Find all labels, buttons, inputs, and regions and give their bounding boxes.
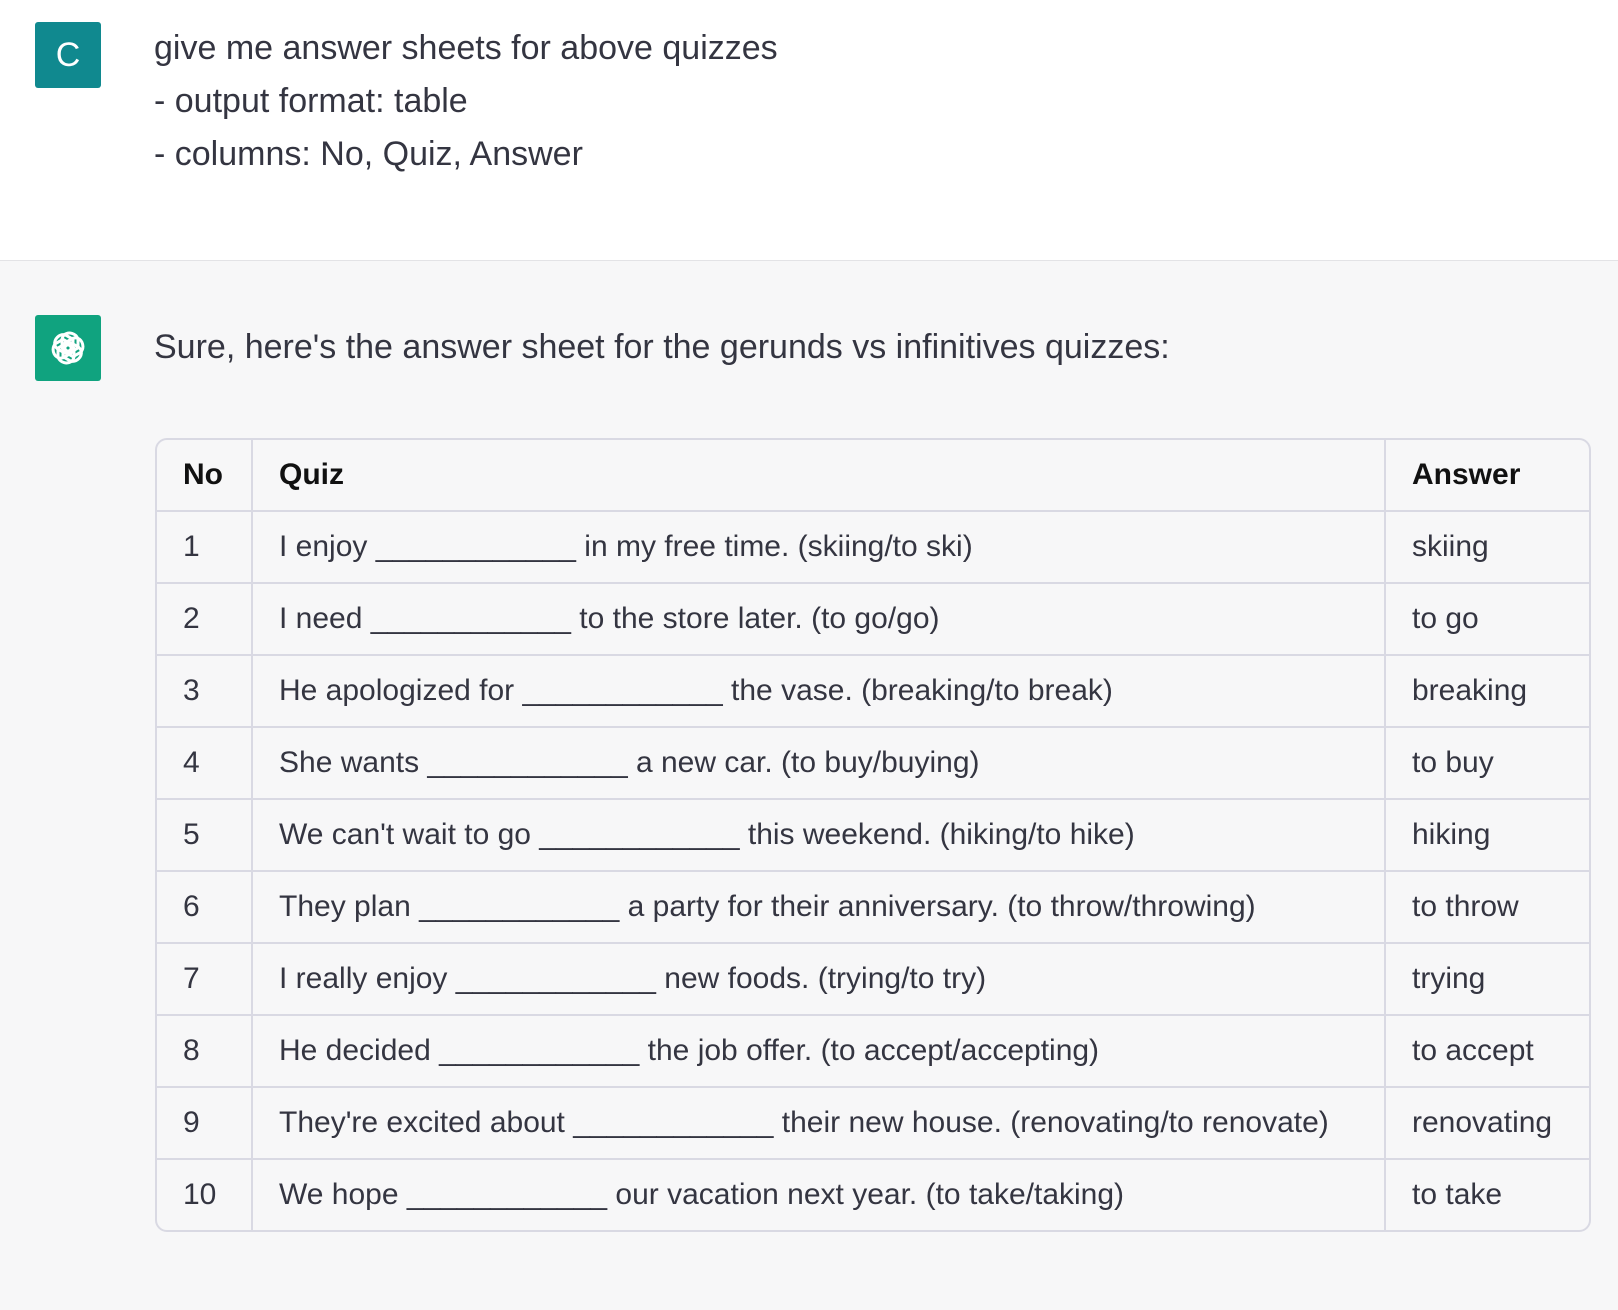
user-avatar-letter: C bbox=[55, 35, 81, 74]
user-avatar bbox=[35, 22, 101, 88]
cell-no: 7 bbox=[157, 943, 252, 1015]
table-row bbox=[157, 655, 1589, 727]
cell-answer: to take bbox=[1412, 1178, 1503, 1211]
column-header-no: No bbox=[157, 440, 252, 511]
cell-quiz: She wants ____________ a new car. (to buy/buying) bbox=[252, 727, 1385, 799]
cell-no: 8 bbox=[157, 1015, 252, 1087]
cell-answer: breaking bbox=[1385, 655, 1589, 727]
user-message-text bbox=[154, 22, 778, 181]
cell-answer: to go bbox=[1385, 583, 1589, 655]
cell-answer: skiing bbox=[1385, 511, 1589, 583]
cell-no: 2 bbox=[157, 583, 252, 655]
cell-quiz: They're excited about ____________ their new house. (renovating/to renovate) bbox=[252, 1087, 1385, 1159]
cell-no: 1 bbox=[157, 511, 252, 583]
cell-no: 10 bbox=[157, 1159, 252, 1230]
cell-quiz: We can't wait to go ____________ this weekend. (hiking/to hike) bbox=[252, 799, 1385, 871]
table-row bbox=[157, 871, 1589, 943]
cell-quiz: I enjoy ____________ in my free time. (skiing/to ski) bbox=[252, 511, 1385, 583]
assistant-message bbox=[0, 261, 1618, 1310]
cell-no: 5 bbox=[157, 799, 252, 871]
cell-quiz: We hope ____________ our vacation next year. (to take/taking) bbox=[252, 1159, 1385, 1230]
table-header-row bbox=[157, 440, 1589, 511]
cell-answer: to accept bbox=[1385, 1015, 1589, 1087]
table-row bbox=[157, 727, 1589, 799]
user-message bbox=[0, 0, 1618, 261]
cell-quiz: He apologized for ____________ the vase. (breaking/to break) bbox=[252, 655, 1385, 727]
cell-no: 6 bbox=[157, 871, 252, 943]
cell-answer: to buy bbox=[1385, 727, 1589, 799]
assistant-intro-text: Sure, here's the answer sheet for the gerunds vs infinitives quizzes: bbox=[154, 328, 1170, 366]
table-row bbox=[157, 511, 1589, 583]
column-header-answer: Answer bbox=[1385, 440, 1589, 511]
cell-quiz: They plan ____________ a party for their anniversary. (to throw/throwing) bbox=[252, 871, 1385, 943]
cell-quiz: I need ____________ to the store later. (to go/go) bbox=[252, 583, 1385, 655]
cell-answer: hiking bbox=[1385, 799, 1589, 871]
column-header-quiz: Quiz bbox=[252, 440, 1385, 511]
cell-answer: trying bbox=[1385, 943, 1589, 1015]
cell-quiz: He decided ____________ the job offer. (to accept/accepting) bbox=[252, 1015, 1385, 1087]
user-message-line: - columns: No, Quiz, Answer bbox=[154, 135, 583, 173]
user-message-line: give me answer sheets for above quizzes bbox=[154, 29, 778, 67]
table-row bbox=[157, 1159, 1589, 1230]
cell-no: 4 bbox=[157, 727, 252, 799]
table-row bbox=[157, 1015, 1589, 1087]
user-message-line: - output format: table bbox=[154, 82, 468, 120]
openai-logo-icon bbox=[46, 326, 90, 370]
cell-no: 9 bbox=[157, 1087, 252, 1159]
table-row bbox=[157, 943, 1589, 1015]
cell-quiz: I really enjoy ____________ new foods. (trying/to try) bbox=[252, 943, 1385, 1015]
cell-no: 3 bbox=[157, 655, 252, 727]
cell-answer: to throw bbox=[1385, 871, 1589, 943]
cell-answer: renovating bbox=[1385, 1087, 1589, 1159]
table-row bbox=[157, 583, 1589, 655]
answer-table bbox=[155, 438, 1591, 1232]
table-row bbox=[157, 799, 1589, 871]
table-row bbox=[157, 1087, 1589, 1159]
assistant-avatar bbox=[35, 315, 101, 381]
